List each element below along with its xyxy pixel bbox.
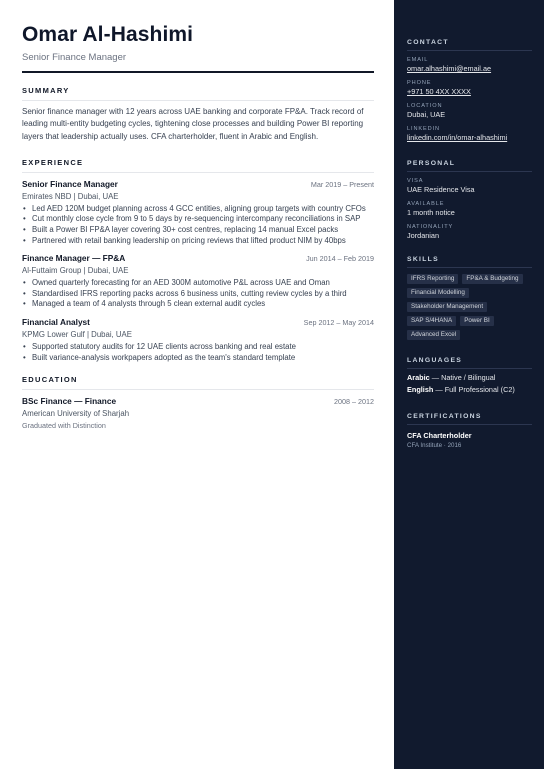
experience-divider [22,172,374,173]
bullet-item: • Led AED 120M budget planning across 4 GCC entities, aligning group targets with country CFOs [22,204,374,215]
skill-tag: FP&A & Budgeting [462,274,522,284]
contact-divider [407,50,532,51]
job-entry-company: Al-Futtaim Group | Dubai, UAE [22,266,129,276]
sidebar [394,0,544,769]
job-bullets [22,342,374,363]
certifications-divider [407,424,532,425]
bullet-item: • Standardised IFRS reporting packs across 6 business units, cutting review cycles by a third [22,289,374,300]
available-label: AVAILABLE [407,201,445,207]
skill-tag: Stakeholder Management [407,302,487,312]
job-entry-title: Financial Analyst [22,317,90,328]
bullet-item: • Built a Power BI FP&A layer covering 30+ cost centres, replacing 14 manual Excel packs [22,225,374,236]
job-entry [22,253,374,310]
job-bullets [22,278,374,310]
languages-divider [407,368,532,369]
skills-heading: SKILLS [407,256,439,263]
skill-tag: SAP S/4HANA [407,316,456,326]
language-item [407,384,532,396]
job-entry [22,317,374,363]
job-bullets [22,204,374,246]
job-title: Senior Finance Manager [22,52,127,63]
job-entry-dates: Jun 2014 – Feb 2019 [306,254,374,264]
education-degree: BSc Finance — Finance [22,396,117,407]
bullet-item: • Partnered with retail banking leadership on pricing reviews that lifted product NIM by 40bps [22,236,374,247]
job-entry-company: KPMG Lower Gulf | Dubai, UAE [22,330,132,340]
language-level: — Native / Bilingual [429,373,496,382]
email-label: EMAIL [407,57,429,63]
header-divider [22,71,374,73]
nationality-value: Jordanian [407,231,440,240]
linkedin-label: LINKEDIN [407,126,441,132]
language-name: English [407,385,434,394]
job-entry-dates: Mar 2019 – Present [310,179,374,189]
education-entry [22,396,374,431]
skills-divider [407,267,532,268]
bullet-item: • Built variance-analysis workpapers adopted as the team's standard template [22,353,374,364]
contact-heading: CONTACT [407,39,449,46]
visa-value: UAE Residence Visa [407,185,475,194]
location-label: LOCATION [407,103,443,109]
visa-label: VISA [407,178,424,184]
education-heading: EDUCATION [22,375,78,385]
education-divider [22,389,374,390]
skill-tag: Power BI [460,316,494,326]
summary-divider [22,100,374,101]
bullet-item: • Managed a team of 4 analysts through 5 clean external audit cycles [22,299,374,310]
location-value: Dubai, UAE [407,110,446,119]
bullet-item: • Supported statutory audits for 12 UAE clients across banking and real estate [22,342,374,353]
candidate-name: Omar Al-Hashimi [22,23,194,46]
skill-tag: Financial Modelling [407,288,469,298]
bullet-item: • Owned quarterly forecasting for an AED 300M automotive P&L across UAE and Oman [22,278,374,289]
experience-heading: EXPERIENCE [22,157,84,167]
certifications-heading: CERTIFICATIONS [407,413,482,420]
email-link[interactable]: omar.alhashimi@email.ae [407,64,492,73]
available-value: 1 month notice [407,208,455,217]
phone-label: PHONE [407,80,432,86]
summary-heading: SUMMARY [22,86,70,95]
job-entry-title: Finance Manager — FP&A [22,253,126,264]
nationality-label: NATIONALITY [407,224,454,230]
job-entry-title: Senior Finance Manager [22,178,118,189]
bullet-item: • Cut monthly close cycle from 9 to 5 days by re-sequencing intercompany reconciliations in SAP [22,214,374,225]
phone-link[interactable]: +971 50 4XX XXXX [407,87,471,96]
certification-name: CFA Charterholder [407,431,472,440]
summary-text: Senior finance manager with 12 years across UAE banking and corporate FP&A. Track record of leading multi-entity budgeting cycles, tightening close processes and building Power BI reporting layers that leadership actually uses. CFA charterholder, fluent in Arabic and English. [22,107,364,141]
job-entry [22,179,374,246]
skill-tag: Advanced Excel [407,330,460,340]
certification-org: CFA Institute · 2016 [407,442,462,449]
languages-heading: LANGUAGES [407,357,463,364]
language-item [407,372,532,384]
language-level: — Full Professional (C2) [433,385,515,394]
education-dates: 2008 – 2012 [334,397,374,407]
skills-tags [407,274,535,340]
job-entry-company: Emirates NBD | Dubai, UAE [22,191,119,201]
education-note: Graduated with Distinction [22,421,106,431]
skill-tag: IFRS Reporting [407,274,458,284]
language-name: Arabic [407,373,430,382]
linkedin-link[interactable]: linkedin.com/in/omar-alhashimi [407,133,508,142]
job-entry-dates: Sep 2012 – May 2014 [303,318,374,328]
personal-heading: PERSONAL [407,160,456,167]
education-school: American University of Sharjah [22,409,130,419]
personal-divider [407,171,532,172]
